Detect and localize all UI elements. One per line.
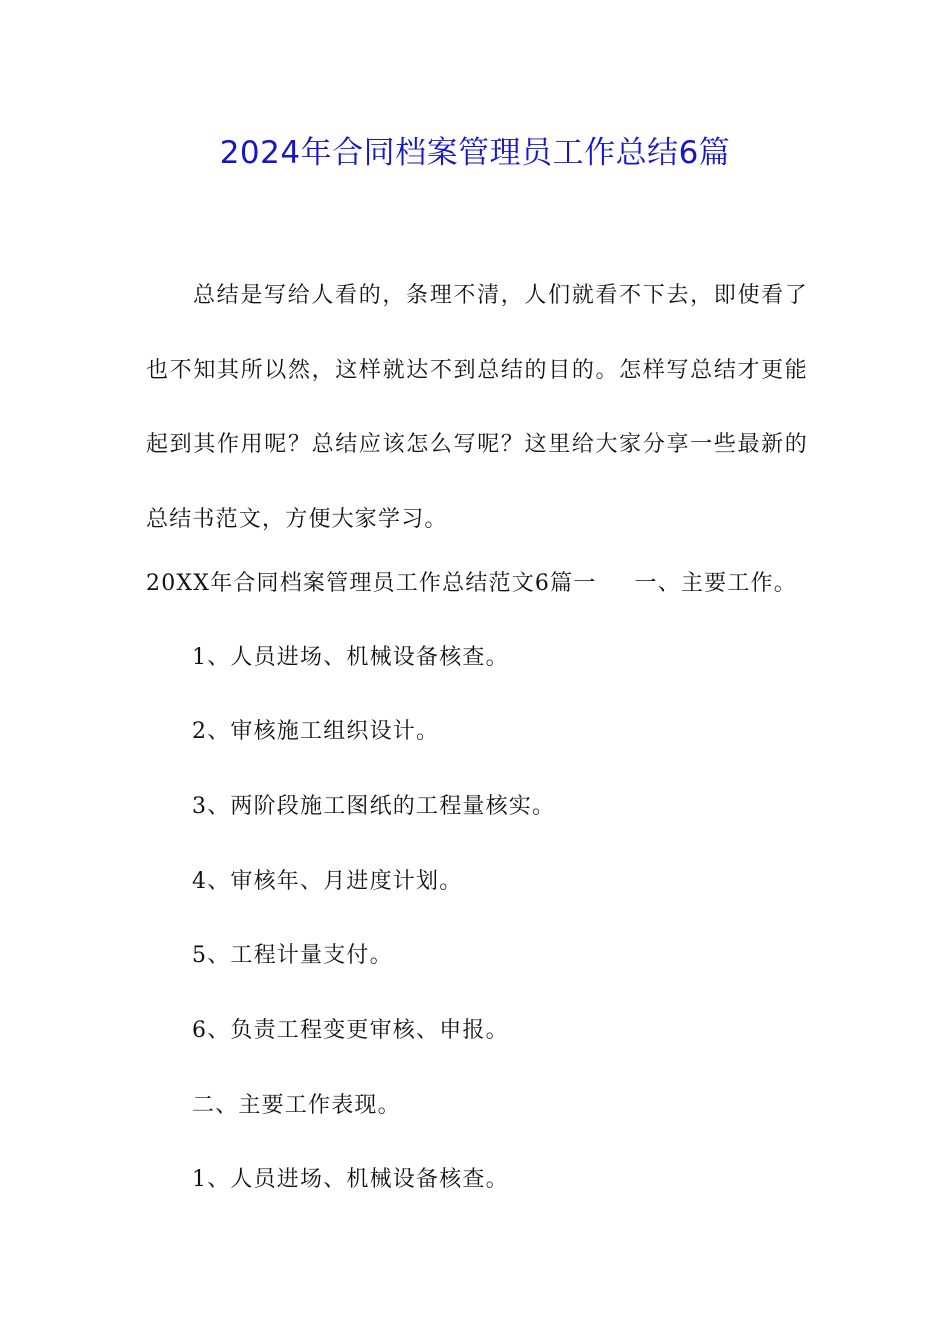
document-title: 2024年合同档案管理员工作总结6篇 xyxy=(219,135,731,171)
list-item: 2、审核施工组织设计。 xyxy=(192,719,440,744)
list-item: 3、两阶段施工图纸的工程量核实。 xyxy=(192,794,556,819)
section-heading-work-performance: 二、主要工作表现。 xyxy=(192,1093,401,1118)
list-item: 6、负责工程变更审核、申报。 xyxy=(192,1018,509,1043)
list-item: 4、审核年、月进度计划。 xyxy=(192,869,463,894)
list-item: 5、工程计量支付。 xyxy=(192,943,393,968)
list-item: 1、人员进场、机械设备核查。 xyxy=(192,1167,509,1192)
article-heading: 20XX年合同档案管理员工作总结范文6篇一 xyxy=(146,571,597,596)
intro-paragraph: 总结是写给人看的，条理不清，人们就看不下去，即使看了也不知其所以然，这样就达不到总结的目的。怎样写总结才更能起到其作用呢？总结应该怎么写呢？这里给大家分享一些最新的总结书范文，方便大家学习。 xyxy=(146,283,808,532)
list-item: 1、人员进场、机械设备核查。 xyxy=(192,645,509,670)
article-heading-row xyxy=(146,564,808,604)
section-heading-main-work: 一、主要工作。 xyxy=(634,571,797,596)
